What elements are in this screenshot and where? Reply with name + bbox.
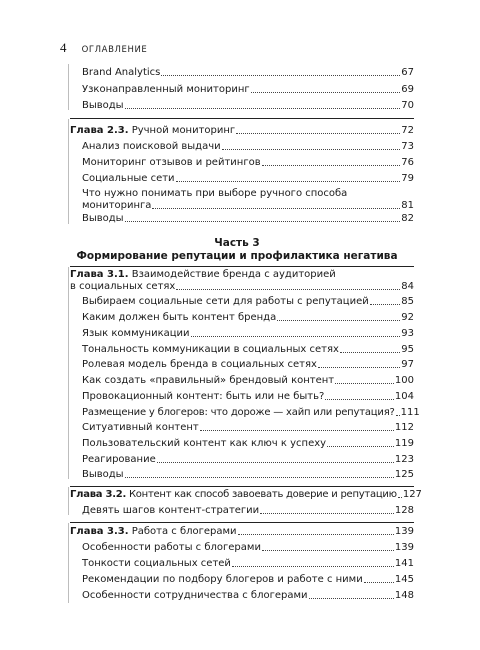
toc-entry[interactable]: Провокационный контент: быть или не быть? 104 bbox=[82, 391, 414, 402]
toc-entry[interactable]: Ролевая модель бренда в социальных сетях 97 bbox=[82, 359, 414, 370]
toc-entry[interactable]: Тональность коммуникации в социальных сетях 95 bbox=[82, 344, 414, 355]
toc-entry[interactable]: Выбираем социальные сети для работы с репутацией 85 bbox=[82, 296, 414, 307]
toc-entry[interactable]: Как создать «правильный» брендовый контент 100 bbox=[82, 375, 414, 386]
section-bar bbox=[68, 64, 69, 110]
toc-entry[interactable]: Узконаправленный мониторинг 69 bbox=[82, 84, 414, 95]
toc-entry[interactable]: Тонкости социальных сетей 141 bbox=[82, 558, 414, 569]
chapter-rule bbox=[70, 486, 414, 487]
toc-entry[interactable]: Социальные сети 79 bbox=[82, 173, 414, 184]
chapter-entry[interactable]: Глава 3.1. Взаимодействие бренда с аудиторией в социальных сетях 84 bbox=[70, 269, 414, 292]
part-title: Формирование репутации и профилактика негатива bbox=[76, 250, 398, 262]
section-bar bbox=[68, 487, 69, 515]
toc-entry[interactable]: Выводы 70 bbox=[82, 100, 414, 111]
running-title: ОГЛАВЛЕНИЕ bbox=[81, 45, 148, 55]
section-bar bbox=[68, 119, 69, 224]
toc-entry[interactable]: Особенности работы с блогерами 139 bbox=[82, 542, 414, 553]
toc-entry[interactable]: Реагирование 123 bbox=[82, 454, 414, 465]
running-header bbox=[60, 37, 147, 56]
chapter-rule bbox=[70, 522, 414, 523]
toc-entry[interactable]: Brand Analytics 67 bbox=[82, 67, 414, 78]
toc-entry[interactable]: Пользовательский контент как ключ к успеху 119 bbox=[82, 438, 414, 449]
toc-entry[interactable]: Девять шагов контент-стратегии 128 bbox=[82, 505, 414, 516]
toc-entry[interactable]: Каким должен быть контент бренда 92 bbox=[82, 312, 414, 323]
chapter-entry[interactable]: Глава 3.3. Работа с блогерами 139 bbox=[70, 526, 414, 537]
toc-entry[interactable]: Что нужно понимать при выборе ручного способа мониторинга 81 bbox=[82, 188, 414, 211]
toc-entry[interactable]: Выводы 125 bbox=[82, 469, 414, 480]
part-number: Часть 3 bbox=[214, 237, 260, 249]
chapter-entry[interactable]: Глава 3.2. Контент как способ завоевать доверие и репутацию 127 bbox=[70, 489, 422, 500]
toc-entry[interactable]: Рекомендации по подбору блогеров и работе с ними 145 bbox=[82, 574, 414, 585]
page-number: 4 bbox=[60, 40, 67, 55]
toc-entry[interactable]: Мониторинг отзывов и рейтингов 76 bbox=[82, 157, 414, 168]
toc-entry[interactable]: Ситуативный контент 112 bbox=[82, 422, 414, 433]
toc-entry[interactable]: Выводы 82 bbox=[82, 213, 414, 224]
chapter-entry[interactable]: Глава 2.3. Ручной мониторинг 72 bbox=[70, 125, 414, 136]
toc-entry[interactable]: Размещение у блогеров: что дороже — хайп или репутация? 111 bbox=[82, 407, 420, 418]
toc-entry[interactable]: Язык коммуникации 93 bbox=[82, 328, 414, 339]
section-bar bbox=[68, 267, 69, 479]
toc-entry[interactable]: Особенности сотрудничества с блогерами 148 bbox=[82, 590, 414, 601]
chapter-rule bbox=[70, 118, 414, 119]
chapter-rule bbox=[70, 266, 414, 267]
toc-entry[interactable]: Анализ поисковой выдачи 73 bbox=[82, 141, 414, 152]
section-bar bbox=[68, 523, 69, 603]
